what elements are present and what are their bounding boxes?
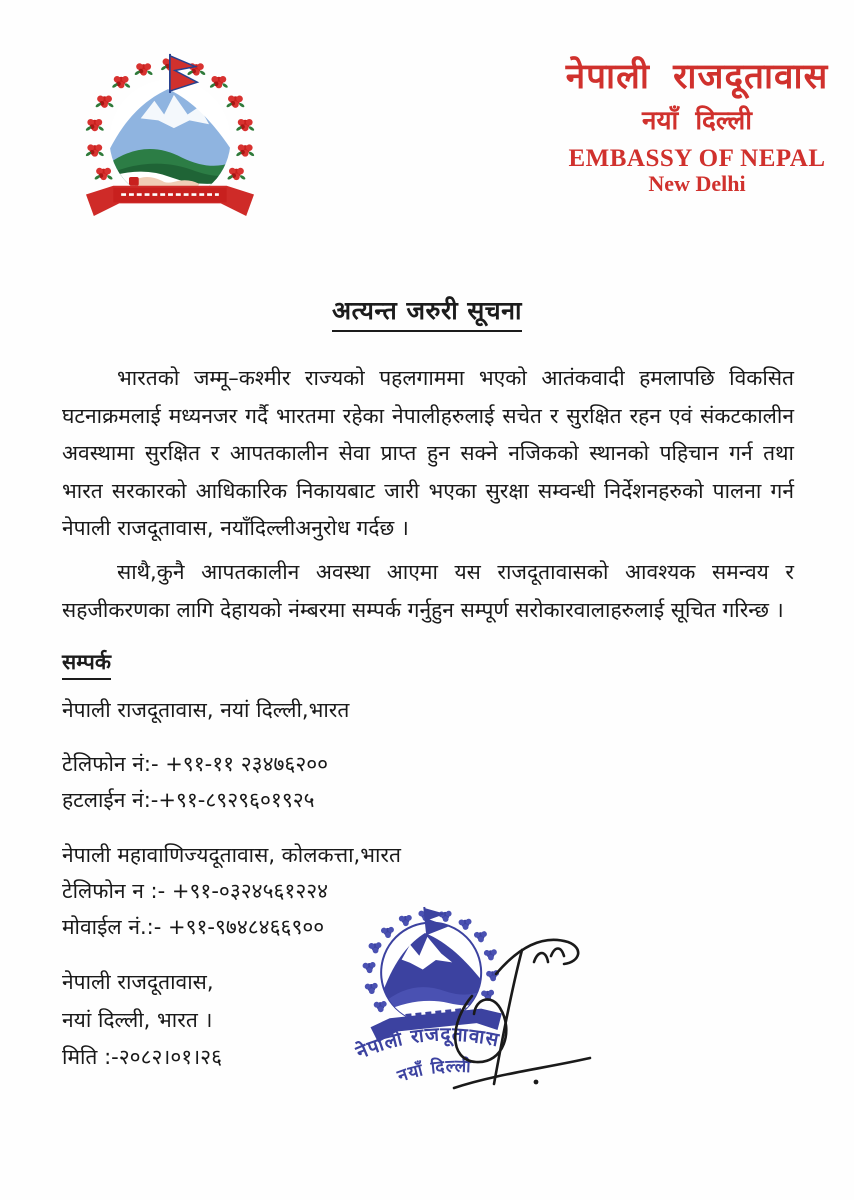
signoff-date: मिति :-२०८२।०१।२६ <box>62 1045 223 1069</box>
embassy-name-nepali: नेपाली राजदूतावास <box>565 57 829 97</box>
contact-delhi-hotline: हटलाईन नं:-+९१-८९२९६०१९२५ <box>62 788 315 812</box>
stamp-org-text: नेपाली राजदूतावास <box>352 1023 502 1064</box>
stamp-city-text: नयाँ दिल्ली <box>395 1056 473 1087</box>
embassy-city-nepali: नयाँ दिल्ली <box>642 105 752 136</box>
signoff-place: नयां दिल्ली, भारत । <box>62 1008 213 1032</box>
contact-kolkata-telephone: टेलिफोन न :- +९१-०३२४५६१२२४ <box>62 879 329 903</box>
contact-delhi-telephone: टेलिफोन नं:- +९१-११ २३४७६२०० <box>62 752 329 776</box>
signoff-org: नेपाली राजदूतावास, <box>62 970 214 994</box>
embassy-name-english: EMBASSY OF NEPAL <box>568 144 826 172</box>
contact-heading: सम्पर्क <box>62 648 111 680</box>
letterhead <box>540 58 854 195</box>
nepal-coat-of-arms-icon <box>72 50 268 218</box>
notice-title: अत्यन्त जरुरी सूचना <box>332 293 522 332</box>
contact-kolkata-name: नेपाली महावाणिज्यदूतावास, कोलकत्ता,भारत <box>62 843 401 867</box>
notice-title-wrap <box>0 293 854 332</box>
notice-paragraph-2: साथै,कुनै आपतकालीन अवस्था आएमा यस राजदूतावासको आवश्यक समन्वय र सहजीकरणका लागि देहायको नंम्बरमा सम्पर्क गर्नुहुन सम्पूर्ण सरोकारवालाहरुलाई सूचित गरिन्छ । <box>62 560 794 622</box>
notice-paragraph-1: भारतको जम्मू–कश्मीर राज्यको पहलगाममा भएको आतंकवादी हमलापछि विकसित घटनाक्रमलाई मध्यनजर गर्दै भारतमा रहेका नेपालीहरुलाई सचेत र सुरक्षित रहन एवं संकटकालीन अवस्थामा सुरक्षित र आपतकालीन सेवा प्राप्त हुन सक्ने नजिकको स्थानको पहिचान गर्न तथा भारत सरकारको आधिकारिक निकायबाट जारी भएका सुरक्षा सम्वन्धी निर्देशनहरुको पालना गर्न नेपाली राजदूतावास, नयाँदिल्लीअनुरोध गर्दछ । <box>62 366 794 540</box>
contact-kolkata-mobile: मोवाईल नं.:- +९१-९७४८४६६९०० <box>62 915 325 939</box>
handwritten-signature-icon <box>438 922 598 1102</box>
contact-delhi-name: नेपाली राजदूतावास, नयां दिल्ली,भारत <box>62 698 350 722</box>
embassy-city-english: New Delhi <box>648 170 746 196</box>
